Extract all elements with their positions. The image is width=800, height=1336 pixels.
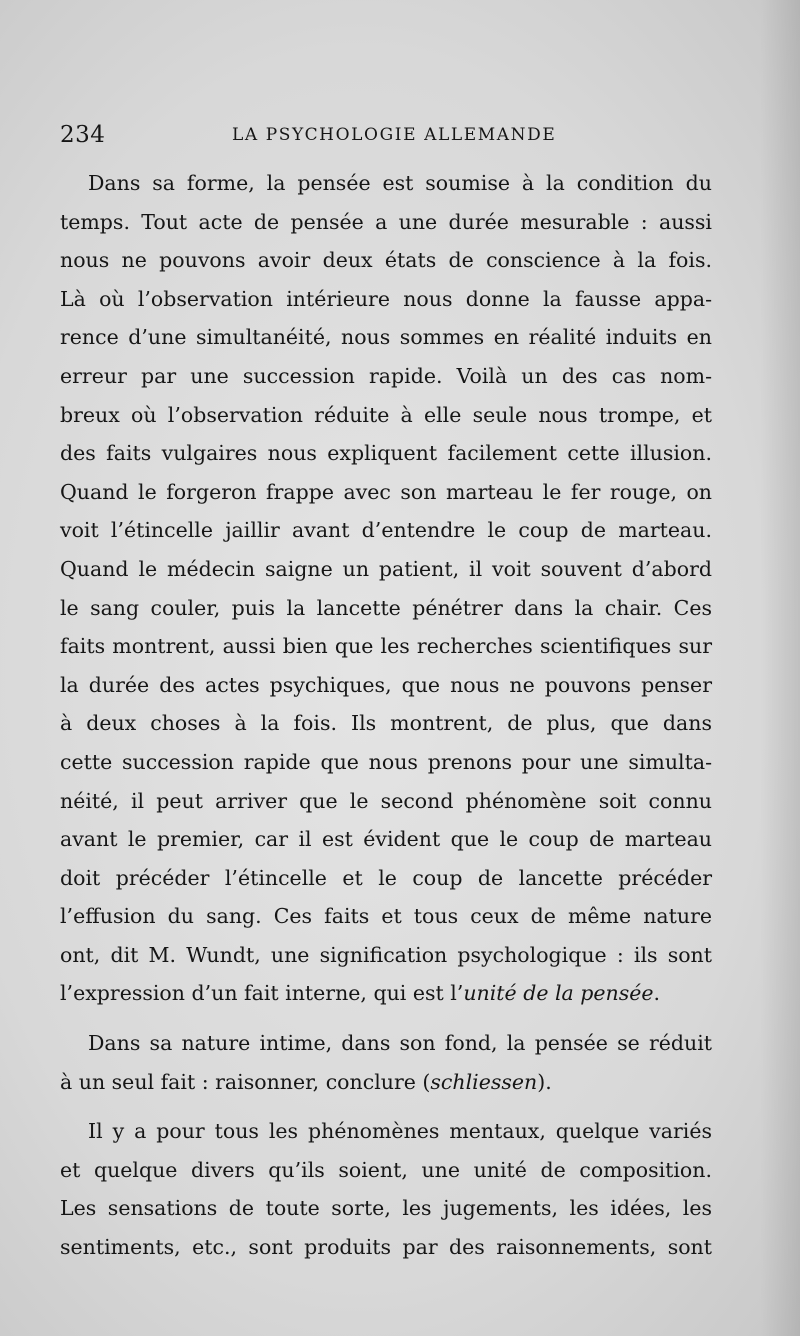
- paragraph-gap: [60, 1101, 712, 1112]
- text-line: avant le premier, car il est évident que le coup de marteau: [60, 827, 712, 852]
- text-line: temps. Tout acte de pensée a une durée mesurable : aussi: [60, 209, 712, 234]
- text-line: l’effusion du sang. Ces faits et tous ceux de même nature: [60, 904, 712, 929]
- text-line: la durée des actes psychiques, que nous ne pouvons penser: [60, 672, 712, 697]
- text-line: Il y a pour tous les phénomènes mentaux, quelque variés: [88, 1119, 712, 1144]
- text-line: néité, il peut arriver que le second phénomène soit connu: [60, 788, 712, 813]
- spine-shadow: [760, 0, 800, 1336]
- text-line: à deux choses à la fois. Ils montrent, de plus, que dans: [60, 711, 712, 736]
- page-number: 234: [60, 122, 106, 148]
- text-line: nous ne pouvons avoir deux états de conscience à la fois.: [60, 248, 712, 273]
- running-title: LA PSYCHOLOGIE ALLEMANDE: [232, 125, 557, 145]
- text-run: .: [653, 981, 661, 1006]
- text-run: ).: [537, 1069, 552, 1094]
- text-line: rence d’une simultanéité, nous sommes en réalité induits en: [60, 325, 712, 350]
- text-line: le sang couler, puis la lancette pénétrer dans la chair. Ces: [60, 595, 712, 620]
- text-line: Dans sa nature intime, dans son fond, la pensée se réduit: [88, 1031, 712, 1056]
- body-text: [60, 164, 712, 1267]
- text-line: faits montrent, aussi bien que les recherches scientifiques sur: [60, 634, 712, 659]
- text-line: Quand le médecin saigne un patient, il voit souvent d’abord: [60, 556, 712, 581]
- text-line: Dans sa forme, la pensée est soumise à la condition du: [88, 171, 712, 195]
- running-head: [60, 122, 712, 150]
- text-line: Les sensations de toute sorte, les jugements, les idées, les: [60, 1196, 712, 1221]
- text-line: Là où l’observation intérieure nous donne la fausse appa-: [60, 286, 712, 311]
- text-run: l’expression d’un fait interne, qui est l’: [60, 981, 464, 1006]
- text-line: Quand le forgeron frappe avec son marteau le fer rouge, on: [60, 479, 712, 504]
- text-line: ont, dit M. Wundt, une signification psychologique : ils sont: [60, 942, 712, 967]
- text-line: breux où l’observation réduite à elle seule nous trompe, et: [60, 402, 712, 427]
- text-line: [60, 1063, 712, 1102]
- text-line: erreur par une succession rapide. Voilà un des cas nom-: [60, 363, 712, 388]
- text-line: et quelque divers qu’ils soient, une unité de composition.: [60, 1157, 712, 1182]
- emphasis-text: schliessen: [430, 1069, 538, 1094]
- text-line: cette succession rapide que nous prenons pour une simulta-: [60, 749, 712, 774]
- emphasis-text: unité de la pensée: [463, 981, 654, 1006]
- text-line: voit l’étincelle jaillir avant d’entendre le coup de marteau.: [60, 518, 712, 543]
- text-run: à un seul fait : raisonner, conclure (: [60, 1069, 431, 1094]
- text-line: sentiments, etc., sont produits par des raisonnements, sont: [60, 1235, 712, 1260]
- paragraph-gap: [60, 1013, 712, 1024]
- text-line: doit précéder l’étincelle et le coup de lancette précéder: [60, 865, 712, 890]
- text-line: [60, 974, 712, 1013]
- text-line: des faits vulgaires nous expliquent facilement cette illusion.: [60, 441, 712, 466]
